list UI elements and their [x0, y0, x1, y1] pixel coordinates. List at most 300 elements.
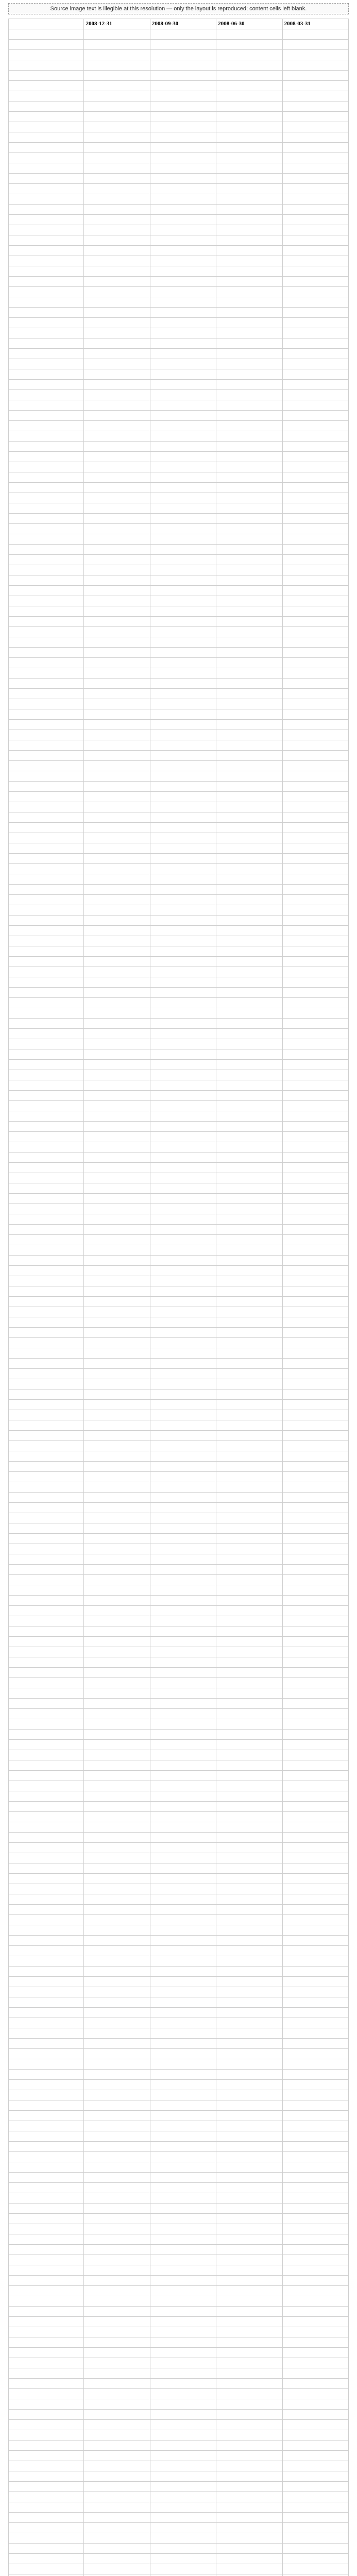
row-value-cell: [150, 2039, 216, 2049]
row-value-cell: [216, 1049, 282, 1060]
row-label-cell: [9, 1420, 84, 1431]
row-value-cell: [84, 1276, 150, 1286]
row-label-cell: [9, 50, 84, 60]
row-label-cell: [9, 132, 84, 143]
row-value-cell: [150, 524, 216, 534]
table-row: [9, 1008, 349, 1019]
table-row: [9, 71, 349, 81]
row-value-cell: [216, 2028, 282, 2039]
row-value-cell: [150, 2389, 216, 2399]
row-value-cell: [84, 1863, 150, 1874]
row-value-cell: [216, 988, 282, 998]
row-label-cell: [9, 2265, 84, 2276]
row-value-cell: [84, 1441, 150, 1451]
row-label-cell: [9, 2245, 84, 2255]
table-row: [9, 1709, 349, 1719]
row-value-cell: [150, 514, 216, 524]
row-value-cell: [216, 2492, 282, 2502]
row-value-cell: [84, 2193, 150, 2204]
row-label-cell: [9, 174, 84, 184]
row-value-cell: [150, 977, 216, 988]
row-value-cell: [84, 977, 150, 988]
table-row: [9, 143, 349, 153]
row-value-cell: [150, 1565, 216, 1575]
row-label-cell: [9, 472, 84, 483]
row-value-cell: [282, 1132, 348, 1142]
row-value-cell: [216, 565, 282, 575]
row-value-cell: [282, 2513, 348, 2523]
row-value-cell: [282, 720, 348, 730]
table-row: [9, 235, 349, 246]
table-row: [9, 2296, 349, 2307]
table-row: [9, 369, 349, 380]
financial-table: [8, 19, 349, 2576]
row-value-cell: [84, 1029, 150, 1039]
row-value-cell: [84, 2070, 150, 2080]
row-value-cell: [84, 2121, 150, 2131]
table-row: [9, 740, 349, 751]
row-value-cell: [216, 1822, 282, 1833]
row-value-cell: [216, 905, 282, 916]
table-row: [9, 1359, 349, 1369]
row-label-cell: [9, 349, 84, 359]
row-value-cell: [84, 854, 150, 864]
row-label-cell: [9, 2121, 84, 2131]
row-value-cell: [282, 1214, 348, 1225]
row-value-cell: [150, 2410, 216, 2420]
table-row: [9, 2255, 349, 2265]
row-value-cell: [216, 390, 282, 400]
row-value-cell: [282, 1256, 348, 1266]
row-value-cell: [216, 184, 282, 194]
row-value-cell: [282, 812, 348, 823]
row-value-cell: [84, 2513, 150, 2523]
row-value-cell: [282, 946, 348, 957]
row-value-cell: [150, 91, 216, 101]
row-label-cell: [9, 2492, 84, 2502]
row-label-cell: [9, 2028, 84, 2039]
row-label-cell: [9, 2018, 84, 2028]
row-value-cell: [150, 318, 216, 328]
row-value-cell: [282, 2162, 348, 2173]
row-value-cell: [216, 1997, 282, 2008]
table-row: [9, 2379, 349, 2389]
row-value-cell: [216, 50, 282, 60]
row-label-cell: [9, 565, 84, 575]
row-value-cell: [282, 112, 348, 122]
table-row: [9, 1441, 349, 1451]
row-value-cell: [84, 1091, 150, 1101]
row-value-cell: [150, 1596, 216, 1606]
row-value-cell: [282, 1730, 348, 1740]
row-value-cell: [216, 1626, 282, 1637]
row-value-cell: [282, 1987, 348, 1997]
row-value-cell: [282, 2224, 348, 2234]
row-label-cell: [9, 1297, 84, 1307]
row-label-cell: [9, 1307, 84, 1317]
row-value-cell: [282, 658, 348, 668]
table-row: [9, 2461, 349, 2471]
row-value-cell: [84, 235, 150, 246]
row-value-cell: [150, 2296, 216, 2307]
table-row: [9, 2430, 349, 2441]
row-value-cell: [150, 1874, 216, 1884]
row-value-cell: [282, 926, 348, 936]
row-label-cell: [9, 205, 84, 215]
row-value-cell: [150, 328, 216, 338]
row-value-cell: [84, 1493, 150, 1503]
row-value-cell: [282, 1070, 348, 1080]
row-value-cell: [216, 91, 282, 101]
row-label-cell: [9, 617, 84, 627]
row-value-cell: [84, 2471, 150, 2482]
row-value-cell: [150, 2430, 216, 2441]
table-row: [9, 720, 349, 730]
row-value-cell: [216, 524, 282, 534]
row-value-cell: [84, 2131, 150, 2142]
row-value-cell: [84, 1894, 150, 1905]
row-value-cell: [150, 565, 216, 575]
table-row: [9, 1894, 349, 1905]
row-value-cell: [84, 1657, 150, 1668]
row-value-cell: [150, 2523, 216, 2533]
table-row: [9, 380, 349, 390]
row-value-cell: [216, 1523, 282, 1534]
row-value-cell: [282, 91, 348, 101]
row-label-cell: [9, 2008, 84, 2018]
row-value-cell: [84, 1523, 150, 1534]
row-value-cell: [84, 2564, 150, 2574]
row-value-cell: [216, 1637, 282, 1647]
row-value-cell: [150, 2337, 216, 2348]
row-value-cell: [84, 606, 150, 617]
row-label-cell: [9, 2523, 84, 2533]
row-value-cell: [150, 1451, 216, 1462]
row-value-cell: [150, 266, 216, 277]
row-value-cell: [150, 1276, 216, 1286]
row-value-cell: [150, 720, 216, 730]
row-value-cell: [84, 885, 150, 895]
row-label-cell: [9, 318, 84, 328]
row-label-cell: [9, 751, 84, 761]
row-value-cell: [150, 905, 216, 916]
row-value-cell: [216, 926, 282, 936]
row-value-cell: [216, 1740, 282, 1750]
row-label-cell: [9, 2100, 84, 2111]
row-value-cell: [216, 1534, 282, 1544]
row-value-cell: [84, 338, 150, 349]
row-value-cell: [84, 1163, 150, 1173]
row-value-cell: [282, 555, 348, 565]
row-value-cell: [216, 2379, 282, 2389]
table-row: [9, 596, 349, 606]
row-label-cell: [9, 1791, 84, 1802]
row-value-cell: [150, 112, 216, 122]
row-value-cell: [282, 174, 348, 184]
row-value-cell: [216, 2461, 282, 2471]
row-value-cell: [282, 606, 348, 617]
row-value-cell: [84, 658, 150, 668]
row-label-cell: [9, 998, 84, 1008]
table-row: [9, 1812, 349, 1822]
row-label-cell: [9, 1699, 84, 1709]
table-row: [9, 1328, 349, 1338]
row-value-cell: [216, 1297, 282, 1307]
row-label-cell: [9, 1637, 84, 1647]
row-value-cell: [150, 50, 216, 60]
row-value-cell: [84, 2100, 150, 2111]
table-row: [9, 1348, 349, 1359]
row-label-cell: [9, 1266, 84, 1276]
row-label-cell: [9, 2255, 84, 2265]
table-row: [9, 916, 349, 926]
row-label-cell: [9, 112, 84, 122]
row-label-cell: [9, 1544, 84, 1554]
table-row: [9, 874, 349, 885]
row-value-cell: [282, 359, 348, 369]
table-row: [9, 699, 349, 709]
row-value-cell: [216, 1565, 282, 1575]
row-value-cell: [216, 1987, 282, 1997]
row-value-cell: [282, 2193, 348, 2204]
row-value-cell: [282, 122, 348, 132]
row-value-cell: [84, 782, 150, 792]
row-value-cell: [84, 1513, 150, 1523]
row-value-cell: [150, 730, 216, 740]
row-value-cell: [282, 40, 348, 50]
table-row: [9, 1863, 349, 1874]
row-value-cell: [150, 761, 216, 771]
row-value-cell: [282, 1647, 348, 1657]
row-label-cell: [9, 1925, 84, 1936]
row-value-cell: [84, 1431, 150, 1441]
row-value-cell: [216, 2121, 282, 2131]
row-value-cell: [216, 2018, 282, 2028]
row-value-cell: [150, 1462, 216, 1472]
row-value-cell: [84, 1771, 150, 1781]
row-value-cell: [282, 1688, 348, 1699]
row-value-cell: [150, 1142, 216, 1153]
row-value-cell: [282, 689, 348, 699]
table-row: [9, 1286, 349, 1297]
row-value-cell: [216, 2441, 282, 2451]
table-row: [9, 1235, 349, 1245]
row-value-cell: [282, 617, 348, 627]
row-value-cell: [216, 2296, 282, 2307]
row-label-cell: [9, 1997, 84, 2008]
row-value-cell: [84, 2162, 150, 2173]
row-label-cell: [9, 586, 84, 596]
table-row: [9, 730, 349, 740]
row-value-cell: [150, 782, 216, 792]
table-row: [9, 565, 349, 575]
row-value-cell: [84, 1678, 150, 1688]
row-label-cell: [9, 2142, 84, 2152]
row-value-cell: [150, 1400, 216, 1410]
table-row: [9, 2070, 349, 2080]
row-label-cell: [9, 1688, 84, 1699]
row-label-cell: [9, 1379, 84, 1389]
row-value-cell: [84, 751, 150, 761]
row-value-cell: [84, 2204, 150, 2214]
row-value-cell: [150, 287, 216, 297]
row-value-cell: [216, 266, 282, 277]
row-value-cell: [282, 1812, 348, 1822]
table-row: [9, 1493, 349, 1503]
row-value-cell: [282, 1142, 348, 1153]
row-value-cell: [84, 2214, 150, 2224]
row-label-cell: [9, 1029, 84, 1039]
table-row: [9, 1091, 349, 1101]
row-value-cell: [282, 2554, 348, 2564]
table-row: [9, 1297, 349, 1307]
row-value-cell: [84, 1833, 150, 1843]
table-row: [9, 2049, 349, 2059]
row-value-cell: [282, 1833, 348, 1843]
row-value-cell: [282, 761, 348, 771]
row-value-cell: [282, 1575, 348, 1585]
row-value-cell: [150, 1245, 216, 1256]
row-label-cell: [9, 1400, 84, 1410]
row-value-cell: [282, 349, 348, 359]
table-row: [9, 1606, 349, 1616]
row-value-cell: [282, 1534, 348, 1544]
row-label-cell: [9, 71, 84, 81]
row-value-cell: [216, 1163, 282, 1173]
row-value-cell: [282, 318, 348, 328]
row-value-cell: [84, 648, 150, 658]
row-value-cell: [282, 792, 348, 802]
row-value-cell: [84, 1173, 150, 1183]
row-label-cell: [9, 503, 84, 514]
row-label-cell: [9, 1286, 84, 1297]
row-value-cell: [216, 235, 282, 246]
table-row: [9, 174, 349, 184]
row-value-cell: [282, 2358, 348, 2368]
row-value-cell: [150, 2100, 216, 2111]
row-value-cell: [282, 2523, 348, 2533]
row-label-cell: [9, 1822, 84, 1833]
row-value-cell: [150, 2348, 216, 2358]
row-value-cell: [282, 1482, 348, 1493]
row-value-cell: [216, 812, 282, 823]
row-value-cell: [84, 29, 150, 40]
row-label-cell: [9, 452, 84, 462]
row-value-cell: [150, 1225, 216, 1235]
row-label-cell: [9, 442, 84, 452]
row-value-cell: [282, 297, 348, 308]
row-value-cell: [282, 1585, 348, 1596]
row-label-cell: [9, 1503, 84, 1513]
row-value-cell: [216, 2358, 282, 2368]
row-value-cell: [84, 967, 150, 977]
row-label-cell: [9, 2090, 84, 2100]
row-value-cell: [216, 1791, 282, 1802]
row-label-cell: [9, 2461, 84, 2471]
row-value-cell: [150, 2276, 216, 2286]
row-value-cell: [150, 1956, 216, 1967]
table-row: [9, 2059, 349, 2070]
row-value-cell: [282, 565, 348, 575]
row-value-cell: [282, 1657, 348, 1668]
row-value-cell: [150, 2492, 216, 2502]
row-value-cell: [282, 2317, 348, 2327]
row-label-cell: [9, 1606, 84, 1616]
table-row: [9, 2039, 349, 2049]
row-value-cell: [150, 1410, 216, 1420]
row-value-cell: [150, 874, 216, 885]
table-row: [9, 854, 349, 864]
table-row: [9, 215, 349, 225]
row-value-cell: [216, 1420, 282, 1431]
row-value-cell: [282, 1451, 348, 1462]
table-row: [9, 1997, 349, 2008]
row-value-cell: [216, 81, 282, 91]
table-row: [9, 225, 349, 235]
table-row: [9, 1760, 349, 1771]
table-row: [9, 1183, 349, 1194]
row-value-cell: [216, 637, 282, 648]
row-label-cell: [9, 1153, 84, 1163]
row-value-cell: [216, 514, 282, 524]
row-label-cell: [9, 235, 84, 246]
row-value-cell: [84, 2234, 150, 2245]
row-value-cell: [150, 2533, 216, 2544]
table-row: [9, 689, 349, 699]
row-value-cell: [84, 1699, 150, 1709]
table-row: [9, 2513, 349, 2523]
row-value-cell: [150, 1420, 216, 1431]
row-label-cell: [9, 493, 84, 503]
row-value-cell: [84, 1307, 150, 1317]
row-label-cell: [9, 369, 84, 380]
table-row: [9, 2492, 349, 2502]
row-value-cell: [150, 2008, 216, 2018]
table-row: [9, 895, 349, 905]
row-label-cell: [9, 2039, 84, 2049]
table-row: [9, 1266, 349, 1276]
row-label-cell: [9, 215, 84, 225]
row-value-cell: [84, 2008, 150, 2018]
row-value-cell: [216, 1647, 282, 1657]
row-value-cell: [84, 709, 150, 720]
row-value-cell: [282, 266, 348, 277]
row-value-cell: [282, 2234, 348, 2245]
row-value-cell: [84, 895, 150, 905]
row-value-cell: [150, 1348, 216, 1359]
table-row: [9, 2523, 349, 2533]
row-value-cell: [150, 1771, 216, 1781]
row-value-cell: [216, 2162, 282, 2173]
table-row: [9, 2554, 349, 2564]
row-value-cell: [84, 81, 150, 91]
row-label-cell: [9, 1915, 84, 1925]
row-label-cell: [9, 2389, 84, 2399]
table-row: [9, 946, 349, 957]
row-value-cell: [216, 1111, 282, 1122]
row-value-cell: [84, 1596, 150, 1606]
row-value-cell: [84, 1482, 150, 1493]
row-value-cell: [216, 2389, 282, 2399]
row-value-cell: [216, 957, 282, 967]
row-value-cell: [150, 1173, 216, 1183]
row-value-cell: [216, 452, 282, 462]
row-value-cell: [216, 1771, 282, 1781]
table-row: [9, 1843, 349, 1853]
row-value-cell: [84, 503, 150, 514]
row-value-cell: [216, 225, 282, 235]
row-value-cell: [282, 1997, 348, 2008]
